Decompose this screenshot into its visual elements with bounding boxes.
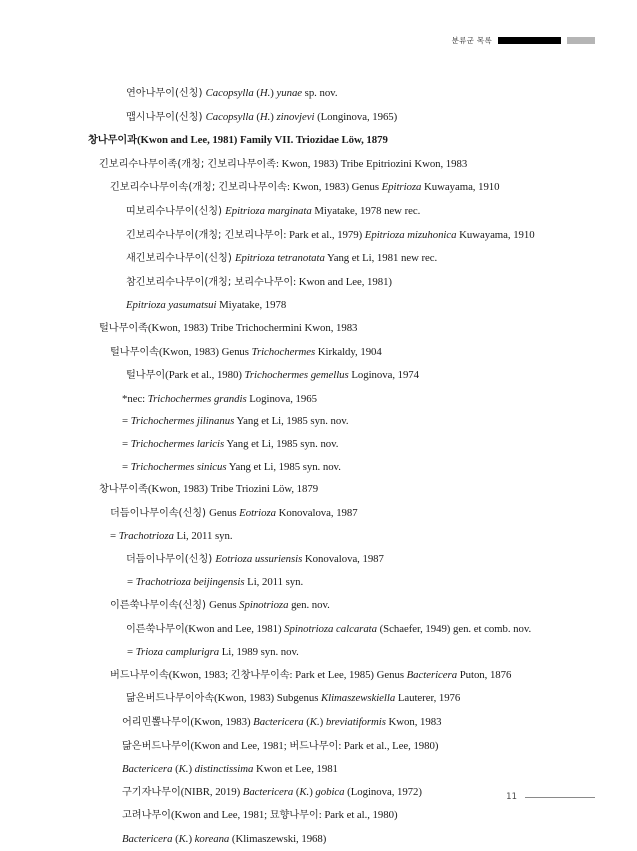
running-head-bar-light [567, 37, 595, 44]
taxon-text-segment: 긴보리수나무이 [126, 229, 195, 241]
taxon-text-segment: Kwon, 1983 [385, 716, 442, 729]
taxon-text-segment: Eotrioza ussuriensis [215, 552, 303, 565]
taxon-text-segment: gen. nov. [288, 599, 330, 612]
taxon-text-segment: Bactericera [242, 785, 294, 798]
taxon-text-segment: koreana [194, 833, 230, 845]
taxon-text-segment: : Park et al., 1979) [283, 228, 365, 241]
taxon-text-segment: Trichochermes grandis [147, 392, 247, 405]
taxon-text-segment: K. [299, 785, 310, 798]
taxon-line [0, 758, 637, 781]
taxon-text-segment: (신칭) [194, 205, 226, 217]
taxon-text-segment: : Park et Lee, 1985) Genus [289, 668, 407, 681]
taxon-text-segment: 참긴보리수나무이 [126, 276, 205, 288]
taxon-text-segment: Loginova, 1965 [246, 392, 317, 405]
taxon-text-segment: Family VII. Triozidae Löw, 1879 [240, 134, 388, 147]
taxon-text-segment: Epitrioza mizuhonica [364, 228, 457, 241]
taxon-text-segment: = [127, 646, 136, 659]
taxon-line [0, 478, 637, 502]
taxon-line [0, 106, 637, 130]
taxon-text-segment: ) [319, 716, 326, 729]
taxon-text-segment: Trichochermes gemellus [244, 369, 349, 382]
taxon-line [0, 200, 637, 224]
taxon-text-segment: = [127, 576, 136, 589]
taxon-line [0, 828, 637, 851]
taxon-text-segment: Cacopsylla [205, 87, 254, 99]
taxon-line [0, 388, 637, 411]
taxon-line [0, 618, 637, 642]
taxon-text-segment: gobica [315, 785, 345, 798]
taxon-text-segment: (Kwon, 1983) Tribe Triozini Löw, 1879 [147, 483, 319, 496]
taxon-text-segment: H. [259, 110, 271, 123]
taxon-text-segment: 닮은버드나무이아속 [126, 693, 215, 705]
taxon-text-segment: Yang et Li, 1981 new rec. [324, 252, 438, 265]
taxon-text-segment: ( [293, 785, 300, 798]
taxon-text-segment: (NIBR, 2019) [180, 785, 243, 798]
taxon-text-segment: (신칭) [184, 553, 216, 565]
taxon-text-segment: Trioza camplurigra [135, 646, 220, 659]
taxon-line [0, 548, 637, 572]
taxon-text-segment: Yang et Li, 1985 syn. nov. [226, 460, 341, 473]
taxon-text-segment: Epitrioza marginata [225, 204, 312, 217]
taxon-text-segment: (신칭) [178, 600, 210, 612]
taxon-text-segment: 띠보리수나무이 [126, 205, 195, 217]
taxon-text-segment: (Kwon, 1983; [168, 668, 231, 681]
taxon-text-segment: 털나무이속 [110, 346, 159, 358]
taxon-text-segment: Trachotrioza [118, 530, 174, 543]
taxon-text-segment: = [122, 437, 131, 450]
taxon-text-segment: breviatiformis [325, 716, 386, 729]
taxon-text-segment: Konovalova, 1987 [275, 506, 358, 519]
taxon-text-segment: Li, 1989 syn. nov. [219, 646, 299, 659]
footer-rule [525, 797, 595, 798]
taxon-text-segment: (Kwon and Lee, 1981; [170, 809, 270, 822]
taxon-text-segment: 이른쑥나무이 [126, 623, 185, 635]
taxon-text-segment: (신칭) [178, 507, 210, 519]
taxon-text-segment: : Park et al., Lee, 1980) [338, 739, 439, 752]
taxon-text-segment: (개칭; 보리수나무이 [204, 276, 294, 288]
taxon-text-segment: : Kwon and Lee, 1981) [293, 275, 392, 288]
taxon-text-segment: = [122, 460, 131, 473]
taxon-text-segment: Miyatake, 1978 [216, 299, 287, 312]
taxon-text-segment: (Loginova, 1972) [344, 785, 422, 798]
taxon-text-segment: 긴보리수나무이족 [99, 158, 178, 170]
taxon-text-segment: (개칭; 긴보리나무이족 [177, 158, 276, 170]
taxon-text-segment: ) [270, 87, 277, 99]
taxon-text-segment: ( [172, 763, 179, 776]
taxon-line [0, 502, 637, 526]
taxon-text-segment: 더듬이나무이 [126, 553, 185, 565]
taxon-text-segment: Klimaszewskiella [321, 692, 396, 705]
taxon-line [0, 153, 637, 177]
taxon-text-segment: 창나무이족 [99, 484, 148, 496]
taxon-text-segment: (Park et al., 1980) [165, 369, 245, 382]
taxon-text-segment: 털나무이족 [99, 322, 148, 334]
taxon-text-segment: yunae [276, 87, 303, 99]
taxon-line [0, 525, 637, 548]
taxon-text-segment: Lauterer, 1976 [395, 692, 461, 705]
taxon-line [0, 456, 637, 479]
taxon-text-segment: (Kwon, 1983) Tribe Trichochermini Kwon, 1983 [147, 321, 358, 334]
taxon-text-segment: Kuwayama, 1910 [456, 228, 535, 241]
taxon-text-segment: Spinotrioza calcarata [284, 622, 377, 635]
taxon-text-segment: (Kwon and Lee, 1981) [184, 622, 285, 635]
taxon-line [0, 594, 637, 618]
taxon-text-segment: ) [188, 763, 195, 776]
taxon-line [0, 364, 637, 388]
taxon-line [0, 571, 637, 594]
taxon-text-segment: Miyatake, 1978 new rec. [311, 204, 421, 217]
taxon-text-segment: 어리민뽈나무이 [122, 717, 191, 729]
taxon-text-segment: ( [253, 87, 260, 99]
taxon-text-segment: Trichochermes sinicus [130, 460, 227, 473]
taxon-text-segment: Kwon et Lee, 1981 [253, 763, 338, 776]
taxon-text-segment: : Kwon, 1983) Tribe Epitriozini Kwon, 1983 [275, 157, 468, 170]
taxon-line [0, 664, 637, 688]
taxon-text-segment: Li, 2011 syn. [244, 576, 304, 589]
taxon-text-segment: distinctissima [194, 763, 254, 776]
taxon-text-segment: (신칭) [174, 88, 206, 99]
taxon-text-segment: = [110, 530, 119, 543]
taxon-text-segment: sp. nov. [302, 87, 338, 99]
taxon-text-segment: (Kwon and Lee, 1981; [190, 739, 290, 752]
taxon-line [0, 82, 637, 106]
taxon-text-segment: 긴보리수나무이속 [110, 182, 189, 194]
taxon-text-segment: 창나무이과 [88, 135, 137, 147]
taxon-text-segment: Trichochermes jilinanus [130, 415, 235, 428]
page-number: 11 [506, 792, 517, 802]
taxon-text-segment: (Schaefer, 1949) gen. et comb. nov. [376, 622, 532, 635]
taxon-text-segment: (개칭; 긴보리나무이 [194, 229, 284, 241]
taxon-text-segment: Bactericera [122, 833, 173, 845]
taxon-text-segment: ( [303, 716, 310, 729]
taxon-text-segment: (Kwon, 1983) Genus [158, 345, 252, 358]
taxon-text-segment: (신칭) [174, 111, 206, 123]
taxon-line [0, 433, 637, 456]
taxon-text-segment: 털나무이 [126, 370, 166, 382]
taxon-line [0, 271, 637, 295]
taxon-text-segment: Loginova, 1974 [348, 369, 420, 382]
taxon-text-segment: K. [178, 833, 189, 845]
taxon-text-segment: Trachotrioza beijingensis [135, 576, 245, 589]
taxon-text-segment: K. [178, 763, 189, 776]
taxon-text-segment: Yang et Li, 1985 syn. nov. [234, 415, 349, 428]
taxon-text-segment: Konovalova, 1987 [302, 552, 384, 565]
taxon-line [0, 294, 637, 317]
taxon-text-segment: Genus [209, 506, 240, 519]
taxon-text-segment: 새긴보리수나무이 [126, 253, 205, 265]
taxon-text-segment: ) [309, 785, 316, 798]
taxon-line [0, 176, 637, 200]
taxon-line [0, 804, 637, 828]
taxon-text-segment: Epitrioza [381, 181, 422, 194]
page-footer [506, 792, 595, 802]
taxon-text-segment: 버드나무이속 [110, 669, 169, 681]
taxon-text-segment: zinovjevi [276, 110, 315, 123]
taxon-line [0, 687, 637, 711]
taxon-text-segment: (Kwon and Lee, 1981) [136, 134, 240, 147]
taxon-text-segment: (개칭; 긴보리나무이속 [188, 182, 287, 194]
taxon-line [0, 317, 637, 341]
taxon-text-segment: (Kwon, 1983) [190, 716, 254, 729]
taxon-text-segment: 묘향나무이 [269, 810, 319, 822]
taxon-text-segment: K. [309, 716, 320, 729]
taxon-text-segment: Bactericera [253, 716, 304, 729]
taxon-text-segment: Cacopsylla [205, 110, 254, 123]
taxon-list [0, 82, 637, 851]
taxon-text-segment: Spinotrioza [239, 599, 289, 612]
taxon-text-segment: Genus [209, 599, 240, 612]
taxon-text-segment: Epitrioza tetranotata [234, 252, 325, 265]
taxon-text-segment: (신칭) [204, 253, 235, 265]
taxon-text-segment: Puton, 1876 [457, 668, 512, 681]
taxon-text-segment: H. [259, 87, 271, 99]
running-head [452, 35, 595, 46]
taxon-line [0, 129, 637, 153]
taxon-text-segment: 맵시나무이 [126, 111, 175, 123]
taxon-text-segment: 연아나무이 [126, 88, 175, 99]
taxon-text-segment: Eotrioza [239, 506, 276, 519]
taxon-text-segment: 이른쑥나무이속 [110, 600, 179, 612]
running-head-bar-dark [498, 37, 561, 44]
taxon-text-segment: Yang et Li, 1985 syn. nov. [224, 437, 339, 450]
taxon-line [0, 410, 637, 433]
taxon-text-segment: Li, 2011 syn. [173, 530, 233, 543]
taxon-text-segment: Kuwayama, 1910 [421, 181, 500, 194]
taxon-text-segment: 더듬이나무이속 [110, 507, 179, 519]
taxon-text-segment: *nec: [122, 392, 148, 405]
taxon-text-segment: 닮은버드나무이 [122, 740, 191, 752]
taxon-text-segment: ( [172, 833, 179, 845]
taxon-text-segment: ) [270, 110, 277, 123]
taxon-text-segment: (Kwon, 1983) Subgenus [214, 692, 321, 705]
taxon-line [0, 341, 637, 365]
running-head-label: 분류군 목록 [451, 36, 492, 45]
taxon-text-segment: : Park et al., 1980) [318, 809, 398, 822]
taxon-text-segment: (Longinova, 1965) [314, 110, 398, 123]
taxon-text-segment: : Kwon, 1983) Genus [286, 181, 382, 194]
taxon-text-segment: Bactericera [122, 763, 173, 776]
taxon-text-segment: ) [188, 833, 195, 845]
taxon-text-segment: 버드나무이 [289, 740, 339, 752]
taxon-text-segment: Epitrioza yasumatsui [126, 299, 217, 312]
taxon-line [0, 735, 637, 759]
taxon-text-segment: Trichochermes laricis [130, 437, 225, 450]
taxon-text-segment: Trichochermes [251, 345, 316, 358]
taxon-line [0, 247, 637, 271]
taxon-text-segment: 긴창나무이속 [230, 669, 290, 681]
taxon-line [0, 224, 637, 248]
taxon-text-segment: (Klimaszewski, 1968) [229, 833, 327, 845]
taxon-text-segment: 구기자나무이 [122, 786, 181, 798]
taxon-text-segment: ( [253, 110, 260, 123]
taxon-text-segment: Bactericera [406, 668, 458, 681]
taxon-text-segment: = [122, 415, 131, 428]
taxon-text-segment: Kirkaldy, 1904 [315, 345, 382, 358]
taxon-text-segment: 고려나무이 [122, 810, 171, 822]
taxon-line [0, 711, 637, 735]
taxon-line [0, 641, 637, 664]
